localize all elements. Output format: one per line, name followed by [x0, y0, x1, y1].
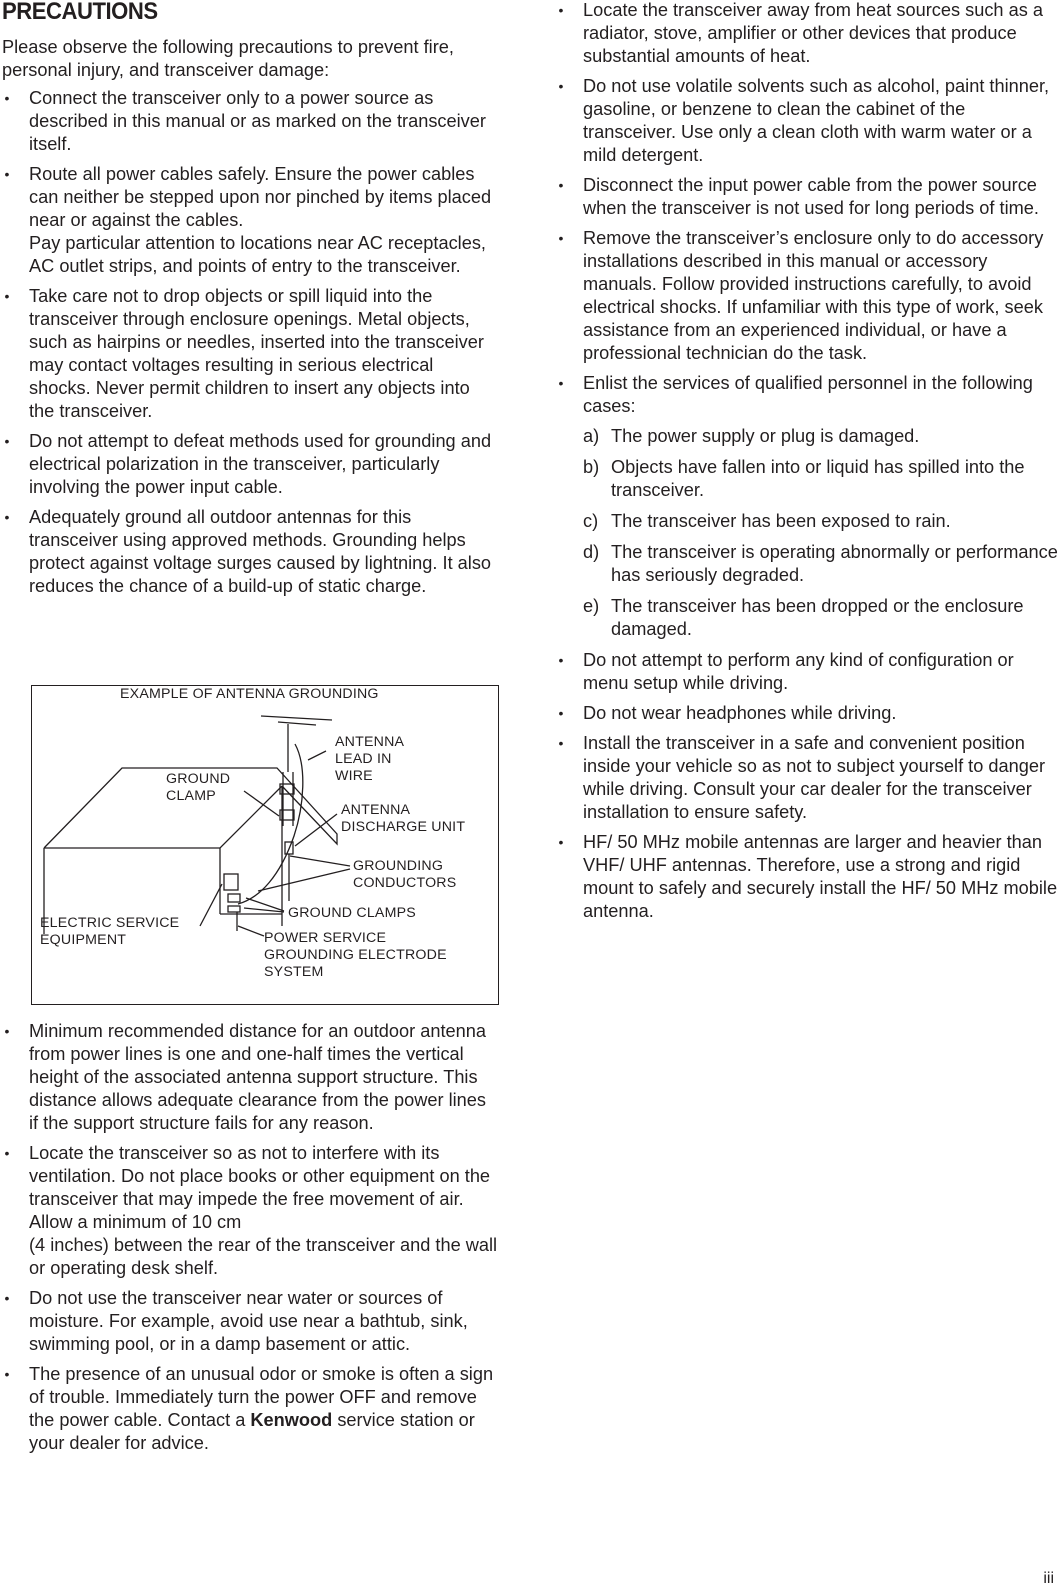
left-column-lower: [2, 1020, 499, 1462]
electric-service-label: ELECTRIC SERVICE EQUIPMENT: [40, 915, 180, 948]
list-item-text: Minimum recommended distance for an outdoor antenna from power lines is one and one-half times the vertical height of the associated antenna support structure. This distance allows adequate clearance from the power lines if the support structure fails for any reason.: [29, 1021, 486, 1133]
list-item-text: Locate the transceiver so as not to interfere with its ventilation. Do not place books or other equipment on the transceiver that may impede the free movement of air. Allow a minimum of 10 cm: [29, 1143, 491, 1232]
list-item: [556, 702, 1059, 725]
list-item: [556, 372, 1059, 641]
right-column: [556, 0, 1059, 930]
list-item-text-continued: Pay particular attention to locations near AC receptacles, AC outlet strips, and points of entry to the transceiver.: [29, 233, 486, 276]
list-item-text: Remove the transceiver’s enclosure only to do accessory installations described in this manual or accessory manuals. Follow provided instructions carefully, to avoid electrical shocks. If unfamiliar with this type of work, seek assistance from an experienced individual, or have a professional technician do the task.: [583, 228, 1044, 363]
bullet-icon: •: [4, 1366, 10, 1382]
case-item: [583, 456, 1059, 502]
list-item-text: The presence of an unusual odor or smoke is often a sign of trouble. Immediately turn the power OFF and remove the power cable. Contact a: [29, 1364, 494, 1430]
list-item-text: Locate the transceiver away from heat sources such as a radiator, stove, amplifier or other devices that produce substantial amounts of heat.: [583, 0, 1043, 66]
list-item-text: Do not use volatile solvents such as alcohol, paint thinner, gasoline, or benzene to clean the cabinet of the transceiver. Use only a clean cloth with warm water or a mild detergent.: [583, 76, 1050, 165]
bullet-icon: •: [558, 177, 564, 193]
bullet-icon: •: [4, 1145, 10, 1161]
list-item-text: Route all power cables safely. Ensure the power cables can neither be stepped upon nor pinched by items placed near or against the cables.: [29, 164, 492, 230]
list-item: [2, 1142, 499, 1280]
list-item-text: Adequately ground all outdoor antennas for this transceiver using approved methods. Grounding helps protect against voltage surges caused by lightning. It also reduces the chance of a build-up of static charge.: [29, 507, 492, 596]
case-item: [583, 425, 1059, 448]
bullet-icon: •: [558, 230, 564, 246]
case-text: The transceiver is operating abnormally or performance has seriously degraded.: [611, 542, 1058, 585]
bullet-icon: •: [4, 1290, 10, 1306]
bullet-icon: •: [558, 2, 564, 18]
list-item: [2, 506, 499, 598]
list-item: [2, 87, 499, 156]
list-item: [556, 174, 1059, 220]
case-item: [583, 510, 1059, 533]
left-column: [2, 36, 499, 605]
list-item-text: Do not attempt to perform any kind of configuration or menu setup while driving.: [583, 650, 1014, 693]
precaution-list-right: [556, 0, 1059, 923]
case-marker: a): [583, 426, 600, 446]
case-marker: e): [583, 596, 600, 616]
bullet-icon: •: [4, 1023, 10, 1039]
grounding-conductors-label: GROUNDING CONDUCTORS: [353, 858, 457, 891]
bullet-icon: •: [558, 705, 564, 721]
case-item: [583, 595, 1059, 641]
page-title: PRECAUTIONS: [2, 0, 158, 25]
intro-paragraph: Please observe the following precautions to prevent fire, personal injury, and transceiver damage:: [2, 37, 454, 80]
service-cases-list: [583, 425, 1059, 641]
list-item: [2, 1020, 499, 1135]
list-item-text: Install the transceiver in a safe and convenient position inside your vehicle so as not to subject yourself to danger while driving. Consult your car dealer for the transceiver installation to ensure safety.: [583, 733, 1046, 822]
discharge-unit-label: ANTENNA DISCHARGE UNIT: [341, 802, 466, 835]
case-text: The transceiver has been dropped or the enclosure damaged.: [611, 596, 1024, 639]
list-item: [556, 227, 1059, 365]
list-item: [556, 732, 1059, 824]
case-text: The transceiver has been exposed to rain.: [611, 511, 951, 531]
precaution-list-left-top: [2, 87, 499, 598]
list-item: [556, 649, 1059, 695]
ground-clamps-label: GROUND CLAMPS: [288, 905, 416, 921]
list-item: [556, 75, 1059, 167]
page-number: iii: [1043, 1570, 1054, 1587]
case-text: Objects have fallen into or liquid has spilled into the transceiver.: [611, 457, 1025, 500]
list-item: [2, 285, 499, 423]
case-marker: b): [583, 457, 600, 477]
list-item-text: Do not wear headphones while driving.: [583, 703, 897, 723]
bullet-icon: •: [558, 78, 564, 94]
power-service-label: POWER SERVICE GROUNDING ELECTRODE SYSTEM: [264, 930, 447, 980]
antenna-lead-label: ANTENNA LEAD IN WIRE: [335, 734, 405, 784]
ground-clamp-label: GROUND CLAMP: [166, 771, 231, 804]
case-marker: d): [583, 542, 600, 562]
bullet-icon: •: [558, 375, 564, 391]
list-item: [2, 1287, 499, 1356]
list-item-text-end: service station or your dealer for advice.: [29, 1410, 475, 1453]
list-item: [2, 163, 499, 278]
list-item-text: Connect the transceiver only to a power source as described in this manual or as marked on the transceiver itself.: [29, 88, 486, 154]
list-item-text: HF/ 50 MHz mobile antennas are larger and heavier than VHF/ UHF antennas. Therefore, use a strong and rigid mount to safely and securely install the HF/ 50 MHz mobile antenna.: [583, 832, 1058, 921]
list-item: [556, 831, 1059, 923]
list-item: [2, 1363, 499, 1455]
case-marker: c): [583, 511, 599, 531]
brand-name: Kenwood: [250, 1410, 333, 1430]
list-item-text: Do not attempt to defeat methods used for grounding and electrical polarization in the transceiver, particularly involving the power input cable.: [29, 431, 492, 497]
list-item-text: Do not use the transceiver near water or sources of moisture. For example, avoid use near a bathtub, sink, swimming pool, or in a damp basement or attic.: [29, 1288, 468, 1354]
bullet-icon: •: [558, 735, 564, 751]
bullet-icon: •: [4, 90, 10, 106]
list-item-text: Enlist the services of qualified personnel in the following cases:: [583, 373, 1033, 416]
list-item: [2, 430, 499, 499]
bullet-icon: •: [4, 509, 10, 525]
precaution-list-left-bottom: [2, 1020, 499, 1455]
list-item-text: Take care not to drop objects or spill liquid into the transceiver through enclosure openings. Metal objects, such as hairpins or needles, inserted into the transceiver may contact voltages resulting in serious electrical shocks. Never permit children to insert any objects into the transceiver.: [29, 286, 484, 421]
list-item-text-continued: (4 inches) between the rear of the transceiver and the wall or operating desk shelf.: [29, 1235, 498, 1278]
antenna-grounding-diagram: [31, 685, 499, 1005]
case-text: The power supply or plug is damaged.: [611, 426, 920, 446]
bullet-icon: •: [4, 288, 10, 304]
list-item-text: Disconnect the input power cable from the power source when the transceiver is not used for long periods of time.: [583, 175, 1039, 218]
case-item: [583, 541, 1059, 587]
bullet-icon: •: [558, 834, 564, 850]
bullet-icon: •: [558, 652, 564, 668]
list-item: [556, 0, 1059, 68]
bullet-icon: •: [4, 166, 10, 182]
diagram-title: EXAMPLE OF ANTENNA GROUNDING: [120, 686, 379, 702]
bullet-icon: •: [4, 433, 10, 449]
